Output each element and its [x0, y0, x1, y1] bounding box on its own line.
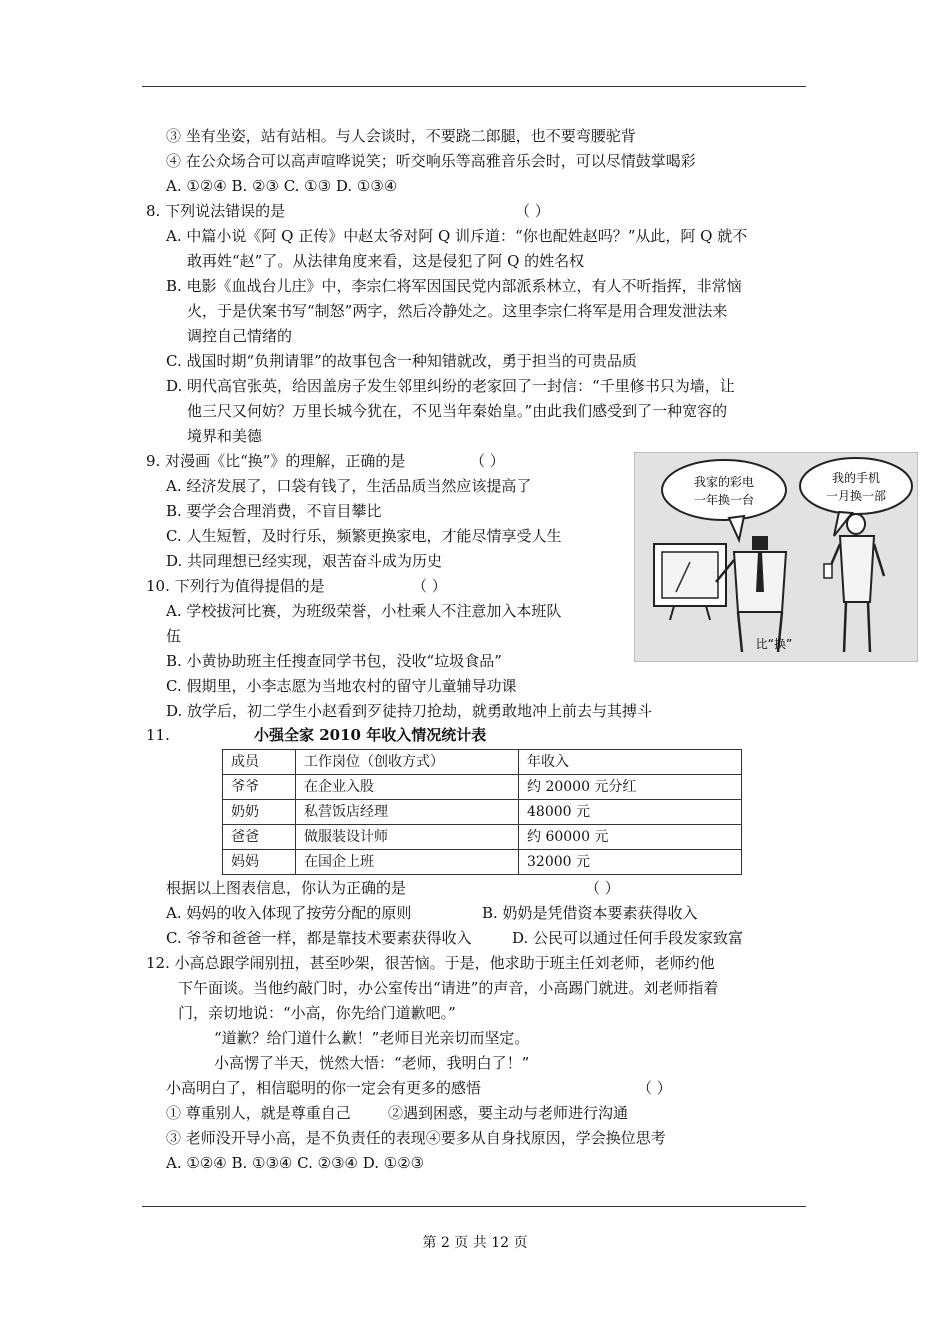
q11-number: 11. — [146, 726, 170, 744]
q10-option-b: B. 小黄协助班主任搜查同学书包，没收“垃圾食品” — [166, 652, 502, 670]
q12-story-line-1: 12. 小高总跟学闹别扭，甚至吵架，很苦恼。于是，他求助于班主任刘老师，老师约他 — [146, 954, 715, 972]
q9-option-a: A. 经济发展了，口袋有钱了，生活品质当然应该提高了 — [166, 477, 532, 495]
cartoon-right-bubble-line1: 我的手机 — [831, 471, 881, 485]
table-header-cell: 成员 — [223, 750, 296, 775]
table-row — [223, 800, 742, 825]
q11-option-a: A. 妈妈的收入体现了按劳分配的原则 — [166, 904, 412, 922]
q12-story-line-3: 门，亲切地说：“小高，你先给门道歉吧。” — [178, 1004, 456, 1022]
table-cell: 约 60000 元 — [519, 825, 742, 850]
table-cell: 在企业入股 — [296, 775, 519, 800]
q9-option-c: C. 人生短暂，及时行乐，频繁更换家电，才能尽情享受人生 — [166, 527, 562, 545]
q7-answers: A. ①②④ B. ②③ C. ①③ D. ①③④ — [166, 177, 398, 195]
q12-answers: A. ①②④ B. ①③④ C. ②③④ D. ①②③ — [166, 1154, 425, 1172]
table-cell: 爷爷 — [223, 775, 296, 800]
table-cell: 约 20000 元分红 — [519, 775, 742, 800]
cartoon-right-bubble-line2: 一月换一部 — [825, 489, 887, 503]
cartoon-image — [634, 452, 918, 662]
q12-story-line-2: 下午面谈。当他约敲门时，办公室传出“请进”的声音，小高踢门就进。刘老师指着 — [178, 979, 719, 997]
cartoon-left-bubble-line1: 我家的彩电 — [693, 475, 755, 489]
q8-option-c: C. 战国时期“负荆请罪”的故事包含一种知错就改，勇于担当的可贵品质 — [166, 352, 637, 370]
q10-stem: 10. 下列行为值得提倡的是 — [146, 577, 325, 595]
table-cell: 妈妈 — [223, 850, 296, 875]
q8-option-a-1: A. 中篇小说《阿 Q 正传》中赵太爷对阿 Q 训斥道：“你也配姓赵吗？”从此，阿 Q 就不 — [166, 227, 748, 245]
table-cell: 私营饭店经理 — [296, 800, 519, 825]
q9-stem: 9. 对漫画《比“换”》的理解，正确的是 — [146, 452, 406, 470]
top-rule — [142, 86, 806, 87]
q7-option-4: ④ 在公众场合可以高声喧哗说笑；听交响乐等高雅音乐会时，可以尽情鼓掌喝彩 — [166, 152, 696, 170]
table-header-cell: 工作岗位（创收方式） — [296, 750, 519, 775]
table-row — [223, 850, 742, 875]
q11-table-title: 小强全家 2010 年收入情况统计表 — [254, 726, 487, 744]
table-header-row — [223, 750, 742, 775]
cartoon-left-bubble-line2: 一年换一台 — [693, 493, 755, 507]
q8-bracket: （ ） — [515, 202, 550, 220]
q10-bracket: （ ） — [412, 577, 447, 595]
table-row — [223, 775, 742, 800]
q12-option-2: ②遇到困惑，要主动与老师进行沟通 — [388, 1104, 629, 1122]
table-row — [223, 825, 742, 850]
table-cell: 爸爸 — [223, 825, 296, 850]
q11-option-b: B. 奶奶是凭借资本要素获得收入 — [482, 904, 698, 922]
table-header-cell: 年收入 — [519, 750, 742, 775]
q8-option-d-3: 境界和美德 — [187, 427, 263, 445]
q10-option-c: C. 假期里，小李志愿为当地农村的留守儿童辅导功课 — [166, 677, 517, 695]
table-cell: 奶奶 — [223, 800, 296, 825]
q7-option-3: ③ 坐有坐姿，站有站相。与人会谈时，不要跷二郎腿，也不要弯腰驼背 — [166, 127, 636, 145]
q9-option-d: D. 共同理想已经实现，艰苦奋斗成为历史 — [166, 552, 443, 570]
q10-option-a-2: 伍 — [166, 627, 182, 645]
q8-stem: 8. 下列说法错误的是 — [146, 202, 286, 220]
q12-option-1: ① 尊重别人，就是尊重自己 — [166, 1104, 351, 1122]
q9-bracket: （ ） — [470, 452, 505, 470]
table-cell: 48000 元 — [519, 800, 742, 825]
q10-option-a-1: A. 学校拔河比赛，为班级荣誉，小杜乘人不注意加入本班队 — [166, 602, 562, 620]
q12-story-line-4: “道歉？给门道什么歉！”老师目光亲切而坚定。 — [214, 1029, 530, 1047]
q8-option-a-2: 敢再姓“赵”了。从法律角度来看，这是侵犯了阿 Q 的姓名权 — [187, 252, 585, 270]
q11-stem: 根据以上图表信息，你认为正确的是 — [166, 879, 407, 897]
q10-option-d: D. 放学后，初二学生小赵看到歹徒持刀抢劫，就勇敢地冲上前去与其搏斗 — [166, 702, 653, 720]
q12-bracket: （ ） — [637, 1079, 672, 1097]
cartoon-caption: 比“换” — [755, 637, 793, 651]
q8-option-b-2: 火，于是伏案书写“制怒”两字，然后冷静处之。这里李宗仁将军是用合理发泄法来 — [187, 302, 728, 320]
q8-option-b-3: 调控自己情绪的 — [187, 327, 293, 345]
table-cell: 32000 元 — [519, 850, 742, 875]
q8-option-d-2: 他三尺又何妨？万里长城今犹在，不见当年秦始皇。”由此我们感受到了一种宽容的 — [187, 402, 728, 420]
table-cell: 在国企上班 — [296, 850, 519, 875]
q8-option-d-1: D. 明代高官张英，给因盖房子发生邻里纠纷的老家回了一封信：“千里修书只为墙，让 — [166, 377, 735, 395]
q11-option-d: D. 公民可以通过任何手段发家致富 — [512, 929, 744, 947]
bottom-rule — [142, 1206, 806, 1207]
q9-option-b: B. 要学会合理消费，不盲目攀比 — [166, 502, 382, 520]
table-cell: 做服装设计师 — [296, 825, 519, 850]
page-footer: 第 2 页 共 12 页 — [422, 1235, 528, 1251]
q12-story-line-5: 小高愣了半天，恍然大悟：“老师，我明白了！” — [214, 1054, 530, 1072]
q8-option-b-1: B. 电影《血战台儿庄》中，李宗仁将军因国民党内部派系林立，有人不听指挥，非常恼 — [166, 277, 742, 295]
q12-stem: 小高明白了，相信聪明的你一定会有更多的感悟 — [166, 1079, 482, 1097]
q12-option-3-4: ③ 老师没开导小高，是不负责任的表现④要多从自身找原因，学会换位思考 — [166, 1129, 666, 1147]
q11-option-c: C. 爷爷和爸爸一样，都是靠技术要素获得收入 — [166, 929, 472, 947]
income-table — [222, 749, 742, 875]
q11-bracket: （ ） — [585, 879, 620, 897]
